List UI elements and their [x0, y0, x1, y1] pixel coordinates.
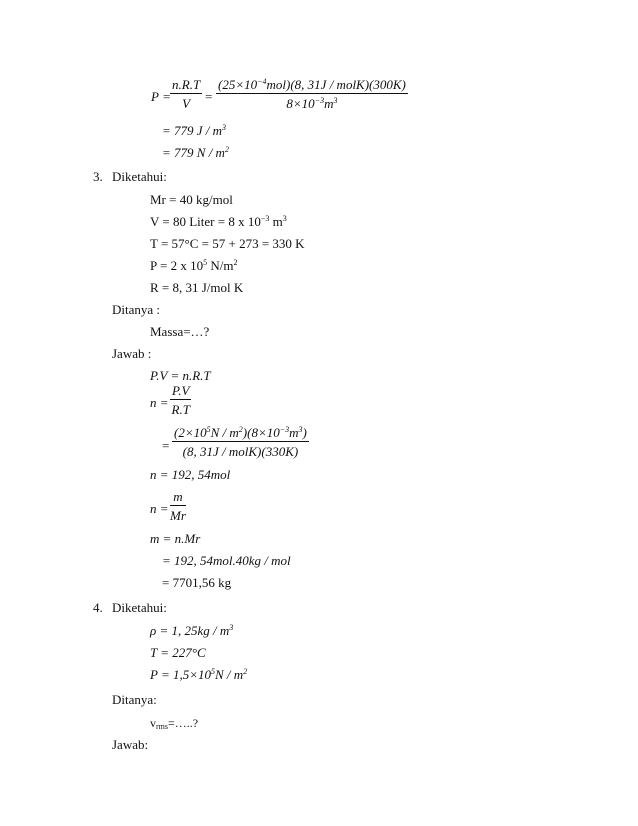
given-gas-constant: R = 8, 31 J/mol K — [150, 280, 244, 295]
fraction-n-substituted — [172, 426, 309, 458]
section-4-number: 4. — [93, 600, 103, 615]
given-temperature-4: T = 227°C — [150, 645, 206, 660]
fraction-pv-over-rt — [170, 384, 191, 416]
section-4-jawab: Jawab: — [112, 737, 149, 752]
answer-n-lhs-2: n = — [150, 501, 169, 516]
fraction-numerator: m — [170, 490, 186, 506]
fraction-denominator: R.T — [171, 402, 190, 417]
fraction-m-over-mr — [170, 490, 186, 522]
section-3-number: 3. — [93, 169, 103, 184]
fraction-numerator: $(2\times 10^5N / m^2)(8\times 10^{-3}m^3)$ — [174, 425, 307, 440]
fraction-numerator: $(25\times 10^{-4}mol)(8$, 31J / molK)(300K) — [218, 77, 406, 92]
given-density: ρ = 1, $25kg / m^3$ — [150, 623, 234, 638]
asked-vrms: $v_{rms}=\dots$..? — [150, 716, 199, 731]
given-pressure-4: $P = 1,5\times 10^5N / m^2$ — [150, 667, 248, 682]
fraction-nrt-over-v — [170, 78, 202, 110]
answer-n-lhs: n = — [150, 395, 169, 410]
section-4-diketahui: Diketahui: — [112, 600, 167, 615]
answer-n-value: n = 192, 54mol — [150, 467, 231, 482]
section-3-diketahui: Diketahui: — [112, 169, 167, 184]
section-3-ditanya: Ditanya : — [112, 302, 161, 317]
answer-mass-result: = 7701,56 kg — [162, 575, 232, 590]
given-temperature: T = 57°C = 57 + 273 = 330 K — [150, 236, 305, 251]
fraction-substituted-values — [216, 78, 408, 110]
answer-mass-formula: m = n.Mr — [150, 531, 201, 546]
given-pressure: P = 2 x $10^5$ $N/m^2$ — [150, 258, 238, 273]
answer-mass-substituted: = 192, 54mol.40kg / mol — [162, 553, 291, 568]
equals-sign: = — [163, 89, 171, 104]
result-line-1: = 779 J / $m^3$ — [162, 123, 227, 138]
section-3-jawab: Jawab : — [112, 346, 152, 361]
fraction-denominator: $8\times 10^{-3}m^3$ — [286, 96, 338, 111]
fraction-denominator: Mr — [170, 508, 186, 523]
fraction-numerator: P.V — [172, 383, 190, 398]
section-4-ditanya: Ditanya: — [112, 692, 157, 707]
asked-massa: Massa=…? — [150, 324, 210, 339]
given-mr: Mr = 40 kg/mol — [150, 192, 233, 207]
equals-sign: = — [205, 89, 213, 104]
answer-ideal-gas-law: P.V = n.R.T — [150, 368, 211, 383]
fraction-denominator: (8, 31J / molK)(330K) — [182, 444, 299, 459]
equals-sign: = — [162, 438, 170, 453]
fraction-numerator: n.R.T — [172, 77, 201, 92]
fraction-denominator: V — [182, 96, 191, 111]
result-line-2: = 779 N / $m^2$ — [162, 145, 229, 160]
given-volume: V = 80 Liter = 8 x $10^{-3}$ $m^3$ — [150, 214, 287, 229]
eq-top-lhs: P — [151, 89, 159, 104]
